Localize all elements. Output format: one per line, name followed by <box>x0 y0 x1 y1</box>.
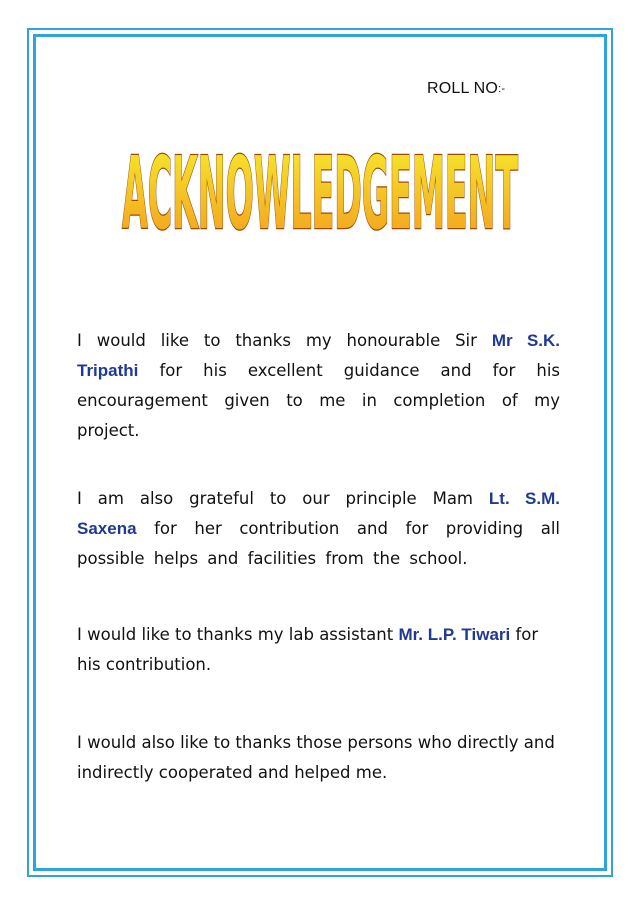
paragraph-text: I would like to thanks my honourable Sir <box>77 331 477 350</box>
principal-name: Lt. S.M. Saxena <box>77 489 560 538</box>
roll-number-label <box>427 80 505 98</box>
roll-label-separator: :- <box>498 83 506 95</box>
guide-name: Mr S.K. Tripathi <box>77 331 561 380</box>
paragraph-text: I would like to thanks my lab assistant <box>77 625 394 644</box>
paragraph-thanks-guide <box>77 326 560 446</box>
lab-assistant-name: Mr. L.P. Tiwari <box>398 625 511 644</box>
paragraph-text: for her contribution and for providing all possible helps and facilities from the school. <box>77 519 560 568</box>
paragraph-thanks-principal <box>77 484 560 574</box>
paragraph-thanks-others: I would also like to thanks those persons who directly and indirectly cooperated and helped me. <box>77 733 555 782</box>
acknowledgement-title <box>118 148 522 238</box>
paragraph-text: for his excellent guidance and for his encouragement given to me in completion of my project. <box>77 361 560 440</box>
roll-label-text: ROLL NO <box>427 80 499 97</box>
title-text: ACKNOWLEDGEMENT <box>122 148 518 238</box>
paragraph-thanks-lab-assistant <box>77 620 560 680</box>
paragraph-text: I am also grateful to our principle Mam <box>77 489 473 508</box>
paragraph-text: for his contribution. <box>77 625 539 674</box>
